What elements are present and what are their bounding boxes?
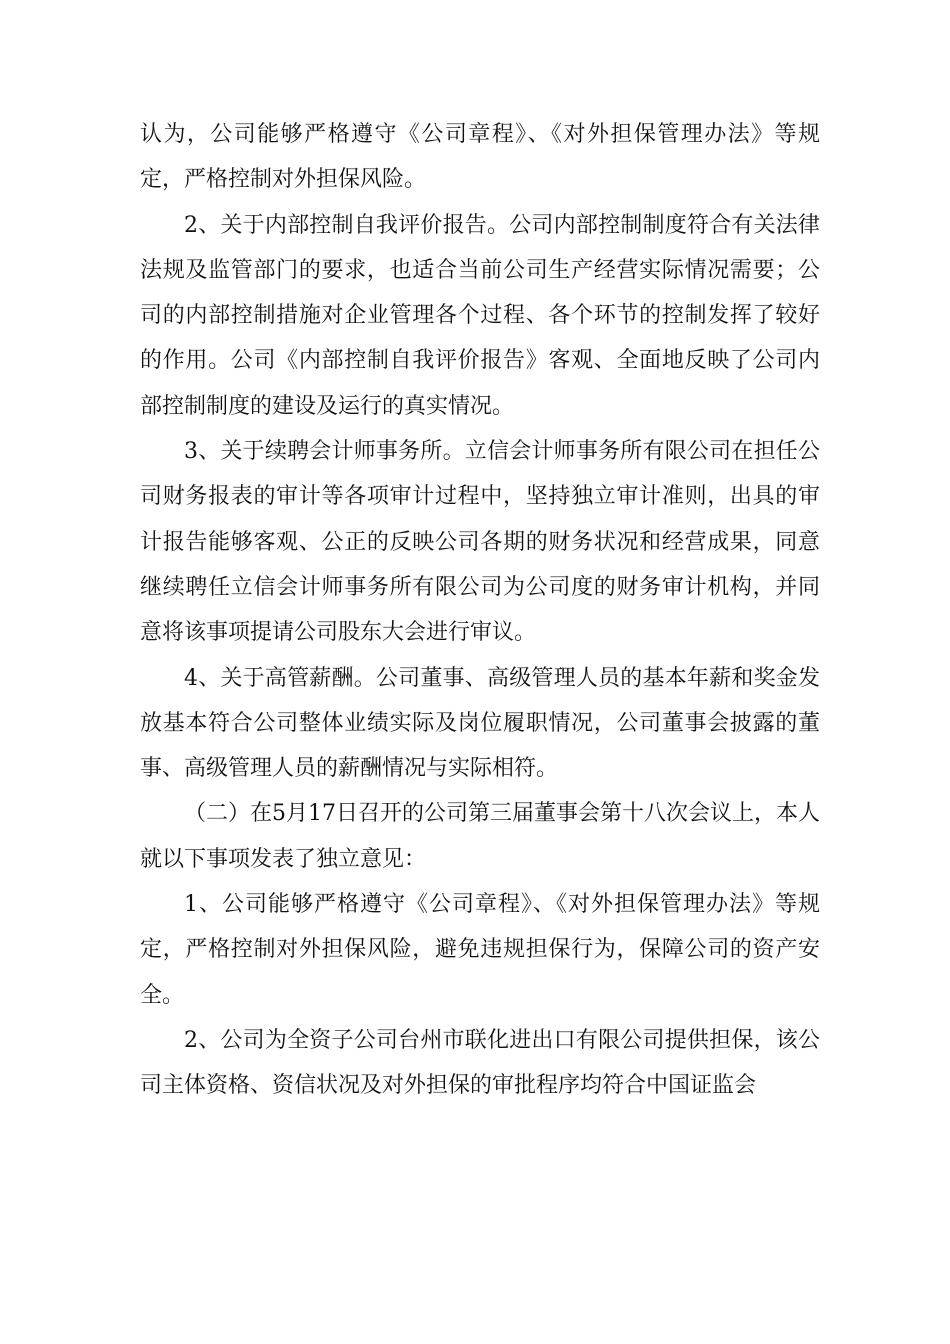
paragraph-section-two-heading: （二）在5月17日召开的公司第三届董事会第十八次会议上，本人就以下事项发表了独立意见： xyxy=(140,801,820,872)
paragraph-executive-compensation: 4、关于高管薪酬。公司董事、高级管理人员的基本年薪和奖金发放基本符合公司整体业绩实际及岗位履职情况，公司董事会披露的董事、高级管理人员的薪酬情况与实际相符。 xyxy=(140,665,820,782)
paragraph-guarantee-continuation: 认为，公司能够严格遵守《公司章程》、《对外担保管理办法》等规定，严格控制对外担保风险。 xyxy=(140,122,820,193)
paragraph-subsidiary-guarantee: 2、公司为全资子公司台州市联化进出口有限公司提供担保，该公司主体资格、资信状况及对外担保的审批程序均符合中国证监会 xyxy=(140,1027,820,1099)
paragraph-guarantee-compliance: 1、公司能够严格遵守《公司章程》、《对外担保管理办法》等规定，严格控制对外担保风险，避免违规担保行为，保障公司的资产安全。 xyxy=(140,892,820,1008)
paragraph-internal-control-report: 2、关于内部控制自我评价报告。公司内部控制制度符合有关法律法规及监管部门的要求，也适合当前公司生产经营实际情况需要；公司的内部控制措施对企业管理各个过程、各个环节的控制发挥了较好的作用。公司《内部控制自我评价报告》客观、全面地反映了公司内部控制制度的建设及运行的真实情况。 xyxy=(140,212,820,419)
document-body xyxy=(140,112,820,1109)
paragraph-auditor-reappointment: 3、关于续聘会计师事务所。立信会计师事务所有限公司在担任公司财务报表的审计等各项审计过程中，坚持独立审计准则，出具的审计报告能够客观、公正的反映公司各期的财务状况和经营成果，同意继续聘任立信会计师事务所有限公司为公司度的财务审计机构，并同意将该事项提请公司股东大会进行审议。 xyxy=(140,439,820,646)
